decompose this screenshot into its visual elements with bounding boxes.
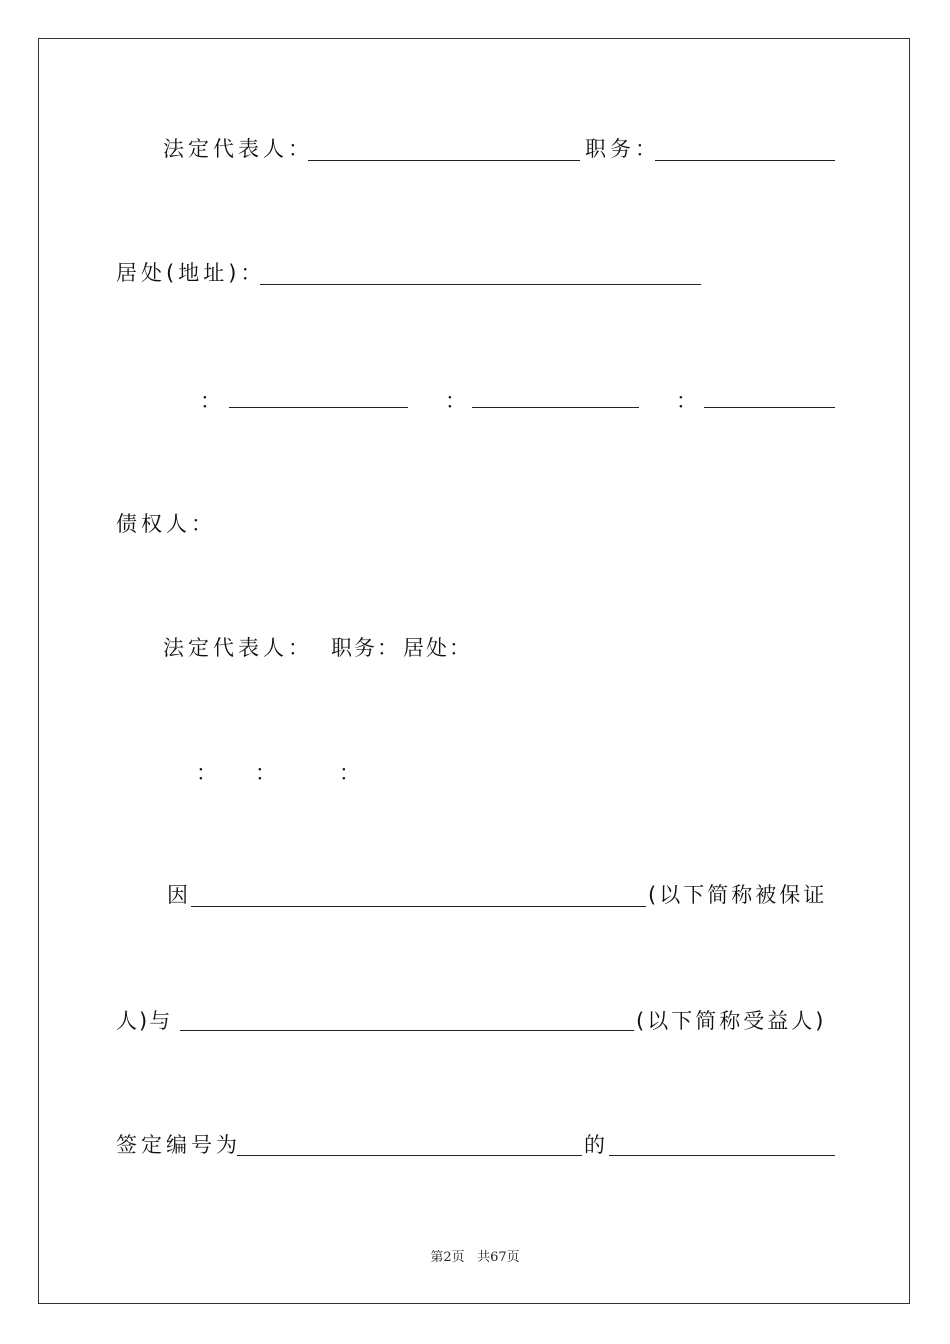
page-number: 第2页 [430,1250,465,1265]
guarantor-address-label: 居处(地址)： [116,261,266,285]
guaranteed-suffix: (以下简称被保证 [648,883,828,907]
contract-number-blank[interactable] [237,1155,582,1156]
creditor-legal-rep-label: 法定代表人： [163,636,313,660]
guarantor-position-blank[interactable] [655,160,835,161]
guarantor-position-label: 职务： [585,137,660,161]
guarantor-legal-rep-blank[interactable] [308,160,580,161]
page-frame [38,38,910,1304]
creditor-contact-colon-3: ： [339,761,364,785]
guarantor-legal-rep-label: 法定代表人： [163,137,313,161]
creditor-contact-colon-2: ： [255,761,280,785]
creditor-position-label: 职务： [331,636,400,660]
guarantor-contact-colon-1: ： [200,389,225,413]
because-prefix: 因 [167,883,192,907]
guarantor-address-blank[interactable] [260,284,701,285]
guarantor-contact-blank-1[interactable] [229,407,408,408]
contract-name-blank[interactable] [609,1155,835,1156]
page-footer [0,1246,950,1265]
guarantor-contact-colon-2: ： [445,389,470,413]
guarantor-contact-colon-3: ： [676,389,701,413]
creditor-contact-colon-1: ： [196,761,221,785]
guaranteed-party-blank[interactable] [191,906,646,907]
of-label: 的 [584,1133,609,1157]
line2-prefix: 人)与 [116,1009,173,1033]
beneficiary-blank[interactable] [180,1030,634,1031]
creditor-title: 债权人： [116,512,216,536]
beneficiary-suffix: (以下简称受益人) [636,1009,827,1033]
guarantor-contact-blank-2[interactable] [472,407,639,408]
guarantor-contact-blank-3[interactable] [704,407,835,408]
creditor-address-label: 居处： [403,636,472,660]
signed-prefix: 签定编号为 [116,1133,241,1157]
total-pages: 共67页 [477,1250,520,1265]
